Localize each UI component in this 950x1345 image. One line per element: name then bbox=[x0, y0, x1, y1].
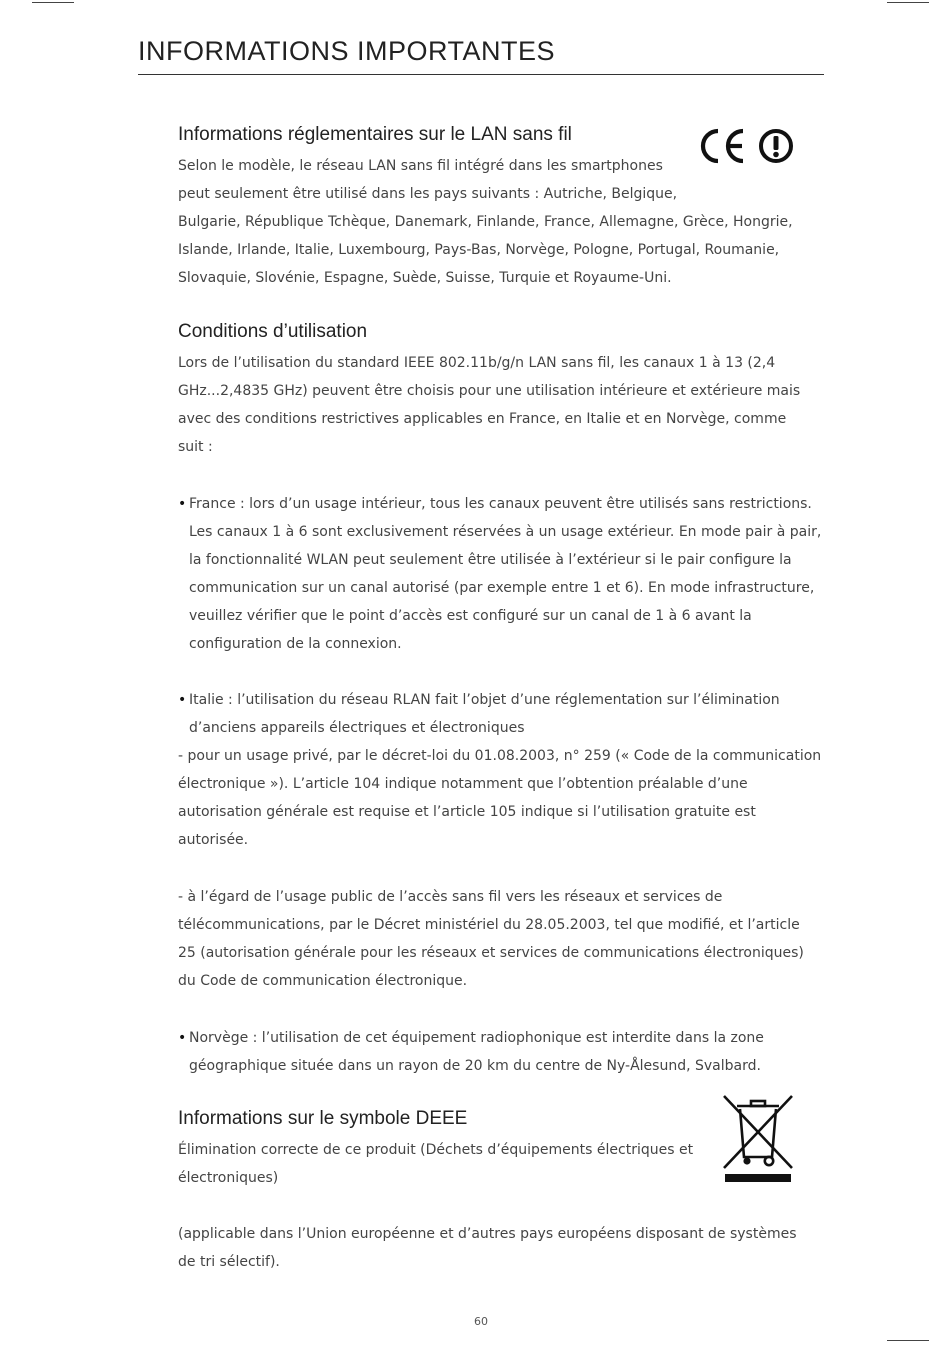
text-line: peut seulement être utilisé dans les pays suivants : Autriche, Belgique, bbox=[178, 186, 678, 202]
bullet-icon: • bbox=[178, 1030, 187, 1046]
weee-crossed-bin-icon bbox=[723, 1093, 793, 1185]
text-line: Élimination correcte de ce produit (Déchets d’équipements électriques et bbox=[178, 1142, 694, 1158]
text-line: géographique située dans un rayon de 20 km du centre de Ny-Ålesund, Svalbard. bbox=[189, 1058, 761, 1074]
deee-heading: Informations sur le symbole DEEE bbox=[178, 1108, 468, 1129]
text-line: Slovaquie, Slovénie, Espagne, Suède, Suisse, Turquie et Royaume-Uni. bbox=[178, 270, 672, 286]
deee-paragraph bbox=[178, 1136, 693, 1192]
text-line: autorisation générale est requise et l’article 105 indique si l’utilisation gratuite est bbox=[178, 804, 756, 820]
alert-class2-icon bbox=[758, 128, 794, 164]
text-line: électronique »). L’article 104 indique notamment que l’obtention préalable d’une bbox=[178, 776, 748, 792]
norvege-bullet bbox=[178, 1024, 764, 1080]
text-line: suit : bbox=[178, 439, 213, 455]
text-line: Bulgarie, République Tchèque, Danemark, Finlande, France, Allemagne, Grèce, Hongrie, bbox=[178, 214, 793, 230]
text-line: Les canaux 1 à 6 sont exclusivement réservées à un usage extérieur. En mode pair à pair, bbox=[189, 524, 822, 540]
france-bullet bbox=[178, 490, 821, 658]
page-number: 60 bbox=[474, 1315, 488, 1328]
italie-bullet bbox=[178, 686, 780, 742]
text-line: (applicable dans l’Union européenne et d’autres pays européens disposant de systèmes bbox=[178, 1226, 797, 1242]
text-line: Lors de l’utilisation du standard IEEE 802.11b/g/n LAN sans fil, les canaux 1 à 13 (2,4 bbox=[178, 355, 776, 371]
text-line: avec des conditions restrictives applicables en France, en Italie et en Norvège, comme bbox=[178, 411, 787, 427]
text-line: du Code de communication électronique. bbox=[178, 973, 468, 989]
text-line: télécommunications, par le Décret ministériel du 28.05.2003, tel que modifié, et l’article bbox=[178, 917, 800, 933]
conditions-heading: Conditions d’utilisation bbox=[178, 321, 368, 342]
text-line: veuillez vérifier que le point d’accès est configuré sur un canal de 1 à 6 avant la bbox=[189, 608, 752, 624]
text-line: autorisée. bbox=[178, 832, 249, 848]
text-line: d’anciens appareils électriques et électroniques bbox=[189, 720, 525, 736]
bullet-icon: • bbox=[178, 692, 187, 708]
text-line: Selon le modèle, le réseau LAN sans fil intégré dans les smartphones bbox=[178, 158, 663, 174]
crop-mark-top-left bbox=[32, 2, 74, 3]
italie-public-paragraph bbox=[178, 883, 804, 995]
text-line: électroniques) bbox=[178, 1170, 279, 1186]
text-line: 25 (autorisation générale pour les réseaux et services de communications électroniques) bbox=[178, 945, 804, 961]
crop-mark-top-right bbox=[887, 2, 929, 3]
lan-heading: Informations réglementaires sur le LAN sans fil bbox=[178, 124, 572, 145]
text-line: communication sur un canal autorisé (par exemple entre 1 et 6). En mode infrastructure, bbox=[189, 580, 815, 596]
text-line: configuration de la connexion. bbox=[189, 636, 402, 652]
text-line: - pour un usage privé, par le décret-loi du 01.08.2003, n° 259 (« Code de la communication bbox=[178, 748, 822, 764]
text-line: - à l’égard de l’usage public de l’accès sans fil vers les réseaux et services de bbox=[178, 889, 723, 905]
page-title: INFORMATIONS IMPORTANTES bbox=[138, 36, 556, 66]
ce-mark-icon bbox=[698, 127, 748, 165]
italie-private-paragraph bbox=[178, 742, 821, 854]
lan-paragraph bbox=[178, 152, 793, 292]
text-line: Norvège : l’utilisation de cet équipement radiophonique est interdite dans la zone bbox=[189, 1030, 764, 1046]
conditions-paragraph bbox=[178, 349, 800, 461]
text-line: GHz...2,4835 GHz) peuvent être choisis pour une utilisation intérieure et extérieure mais bbox=[178, 383, 801, 399]
text-line: France : lors d’un usage intérieur, tous les canaux peuvent être utilisés sans restrictions. bbox=[189, 496, 812, 512]
text-line: la fonctionnalité WLAN peut seulement être utilisée à l’extérieur si le pair configure la bbox=[189, 552, 792, 568]
text-line: Islande, Irlande, Italie, Luxembourg, Pays-Bas, Norvège, Pologne, Portugal, Roumanie, bbox=[178, 242, 780, 258]
deee-note bbox=[178, 1220, 797, 1276]
text-line: Italie : l’utilisation du réseau RLAN fait l’objet d’une réglementation sur l’élimination bbox=[189, 692, 780, 708]
title-divider bbox=[138, 74, 824, 75]
text-line: de tri sélectif). bbox=[178, 1254, 280, 1270]
crop-mark-bottom-right bbox=[887, 1340, 929, 1341]
bullet-icon: • bbox=[178, 496, 187, 512]
